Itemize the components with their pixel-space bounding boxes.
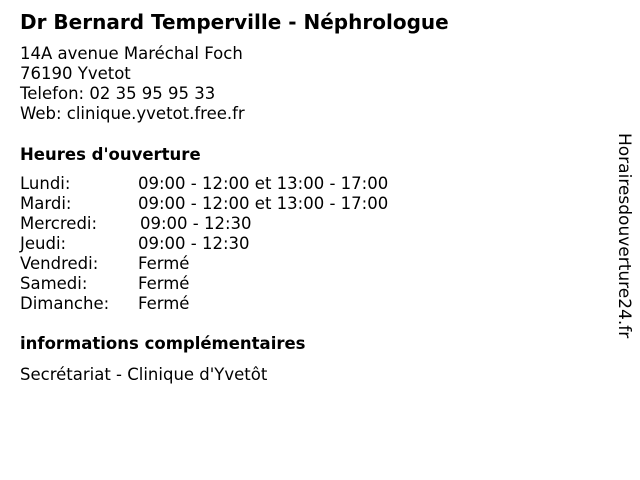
hours-time: 09:00 - 12:30: [138, 234, 250, 253]
hours-time: Fermé: [138, 294, 190, 313]
hours-day: Jeudi:: [20, 234, 67, 253]
hours-day: Samedi:: [20, 274, 88, 293]
hours-time: Fermé: [138, 274, 190, 293]
city-address: 76190 Yvetot: [20, 64, 131, 83]
hours-heading: Heures d'ouverture: [20, 145, 201, 164]
hours-day: Vendredi:: [20, 254, 99, 273]
hours-time: 09:00 - 12:30: [140, 214, 252, 233]
hours-day: Mercredi:: [20, 214, 98, 233]
hours-time: 09:00 - 12:00 et 13:00 - 17:00: [138, 174, 389, 193]
hours-time: 09:00 - 12:00 et 13:00 - 17:00: [138, 194, 389, 213]
watermark: [612, 133, 636, 373]
website: Web: clinique.yvetot.free.fr: [20, 104, 245, 123]
hours-time: Fermé: [138, 254, 190, 273]
info-text: Secrétariat - Clinique d'Yvetôt: [20, 365, 268, 384]
page-title: Dr Bernard Temperville - Néphrologue: [20, 10, 449, 34]
hours-day: Mardi:: [20, 194, 72, 213]
hours-day: Lundi:: [20, 174, 71, 193]
street-address: 14A avenue Maréchal Foch: [20, 44, 243, 63]
address-block: [20, 44, 245, 124]
hours-day: Dimanche:: [20, 294, 110, 313]
phone-number: Telefon: 02 35 95 95 33: [20, 84, 216, 103]
watermark-text: Horairesdouverture24.fr: [614, 133, 634, 339]
info-heading: informations complémentaires: [20, 334, 306, 353]
